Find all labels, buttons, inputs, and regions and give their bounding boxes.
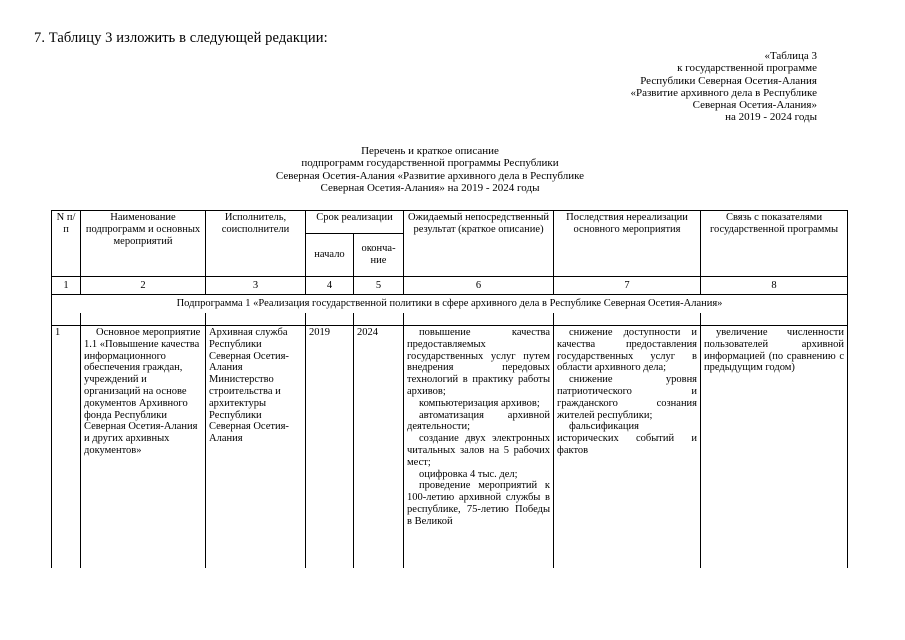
row-link: увеличение численности пользователей архивной информацией (по сравнению с предыдущим годом) <box>701 326 848 569</box>
header-result: Ожидаемый непосредственный результат (краткое описание) <box>404 211 554 277</box>
result-item: компьютеризация архивов; <box>419 397 540 409</box>
column-number: 8 <box>701 277 848 295</box>
column-number: 7 <box>554 277 701 295</box>
column-number: 1 <box>52 277 81 295</box>
row-name: Основное мероприятие 1.1 «Повышение качества информационного обеспечения граждан, учреждений и организаций на основе документов Архивного фонда Республики Северная Осетия-Алания и других архивных документов» <box>81 326 206 569</box>
header-start: начало <box>306 234 354 277</box>
amendment-heading: 7. Таблицу 3 изложить в следующей редакции: <box>34 30 328 46</box>
note-line: Республики Северная Осетия-Алания <box>640 74 817 87</box>
note-line: «Развитие архивного дела в Республике <box>630 86 817 99</box>
title-line: подпрограмм государственной программы Республики <box>301 157 559 170</box>
header-executor: Исполнитель, соисполнители <box>206 211 306 277</box>
consequence-item: фальсификация исторических событий и фактов <box>557 421 698 456</box>
column-number: 5 <box>354 277 404 295</box>
title-line: Перечень и краткое описание <box>361 145 499 157</box>
header-end: оконча-ние <box>354 234 404 277</box>
subprogram-table <box>51 210 848 568</box>
consequence-item: снижение уровня патриотического и гражданского сознания жителей республики; <box>557 374 698 421</box>
column-number: 4 <box>306 277 354 295</box>
row-num: 1 <box>52 326 81 569</box>
row-start: 2019 <box>306 326 354 569</box>
header-link: Связь с показателями государственной программы <box>701 211 848 277</box>
result-item: автоматизация архивной деятельности; <box>407 409 551 433</box>
note-line: Северная Осетия-Алания» <box>692 99 817 112</box>
row-consequences <box>554 326 701 569</box>
note-line: на 2019 - 2024 годы <box>725 111 817 124</box>
document-title <box>170 145 690 194</box>
header-consequences: Последствия нереализации основного мероприятия <box>554 211 701 277</box>
header-period: Срок реализации <box>306 211 404 234</box>
row-end: 2024 <box>354 326 404 569</box>
table-note <box>497 50 817 124</box>
note-line: к государственной программе <box>677 62 817 75</box>
row-executor: Архивная служба Республики Северная Осетия-Алания Министерство строительства и архитектуры Республики Северная Осетия-Алания <box>206 326 306 569</box>
column-number: 3 <box>206 277 306 295</box>
result-item: повышение качества предоставляемых государственных услуг путем внедрения передовых технологий в практику работы архивов; <box>407 327 551 397</box>
row-result <box>404 326 554 569</box>
result-item: создание двух электронных читальных залов на 5 рабочих мест; <box>407 433 551 468</box>
header-name: Наименование подпрограмм и основных мероприятий <box>81 211 206 277</box>
note-line: «Таблица 3 <box>764 50 817 62</box>
column-number: 2 <box>81 277 206 295</box>
result-item: проведение мероприятий к 100-летию архивной службы в республике, 75-летию Победы в Великой <box>407 480 551 527</box>
table-row <box>52 326 848 569</box>
title-line: Северная Осетия-Алания» на 2019 - 2024 годы <box>320 181 540 194</box>
title-line: Северная Осетия-Алания «Развитие архивного дела в Республике <box>275 169 585 182</box>
result-item: оцифровка 4 тыс. дел; <box>419 468 518 480</box>
consequence-item: снижение доступности и качества предоставления государственных услуг в области архивного дела; <box>557 327 698 374</box>
column-number: 6 <box>404 277 554 295</box>
subprogram-title: Подпрограмма 1 «Реализация государственной политики в сфере архивного дела в Республике Северная Осетия-Алания» <box>52 295 848 314</box>
header-num: N п/п <box>52 211 81 277</box>
